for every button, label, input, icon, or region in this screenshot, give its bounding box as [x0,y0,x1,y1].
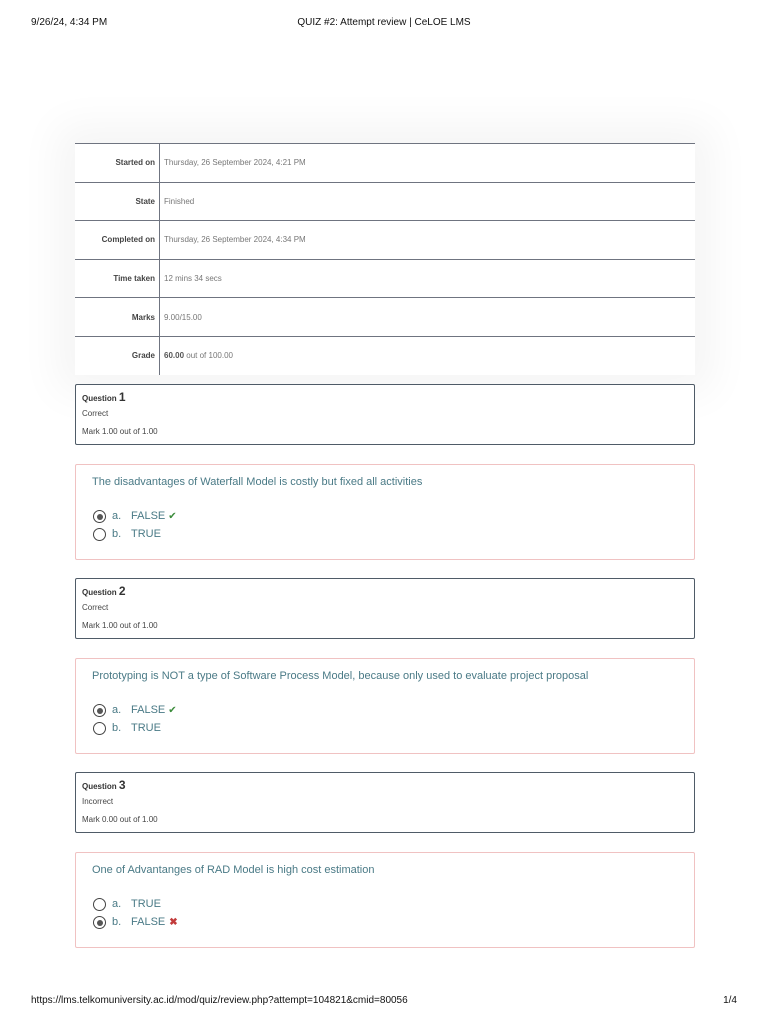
summary-label: Completed on [75,221,160,260]
question-state: Correct [82,409,109,418]
answer-text: FALSE [131,704,166,716]
radio-button[interactable] [93,722,106,735]
summary-label: Grade [75,336,160,374]
summary-label: Time taken [75,259,160,298]
summary-label: Started on [75,144,160,183]
answer-text: FALSE [131,510,166,522]
summary-row-grade [75,336,695,374]
summary-row-completed [75,221,695,260]
summary-value: Thursday, 26 September 2024, 4:34 PM [160,221,696,260]
summary-value: Thursday, 26 September 2024, 4:21 PM [160,144,696,183]
question-text: The disadvantages of Waterfall Model is costly but fixed all activities [92,476,423,488]
page-number: 1/4 [723,995,737,1006]
question-info-3 [75,772,695,833]
summary-value [160,336,696,374]
radio-button[interactable] [93,898,106,911]
check-icon: ✔ [168,705,177,716]
question-info-1 [75,384,695,445]
answer-letter: b. [112,722,122,734]
attempt-summary [75,143,695,375]
question-content-2 [75,658,695,754]
summary-row-time-taken [75,259,695,298]
question-content-3 [75,852,695,948]
print-url: https://lms.telkomuniversity.ac.id/mod/quiz/review.php?attempt=104821&cmid=80056 [31,995,408,1006]
print-datetime: 9/26/24, 4:34 PM [31,17,108,28]
question-text: One of Advantanges of RAD Model is high cost estimation [92,864,375,876]
question-state: Correct [82,603,109,612]
summary-value: 12 mins 34 secs [160,259,696,298]
question-grade: Mark 0.00 out of 1.00 [82,815,158,824]
summary-row-state [75,182,695,221]
radio-button[interactable] [93,528,106,541]
question-number-value: 3 [118,778,126,792]
question-info-2 [75,578,695,639]
summary-value: 9.00/15.00 [160,298,696,337]
attempt-summary-table [75,143,695,375]
question-content-1 [75,464,695,560]
question-number-value: 2 [118,584,126,598]
question-prefix: Question [82,588,117,597]
grade-out-of: out of 100.00 [186,351,233,361]
question-prefix: Question [82,782,117,791]
radio-button[interactable] [93,510,106,523]
answer-letter: b. [112,916,122,928]
summary-label: Marks [75,298,160,337]
answer-letter: a. [112,510,122,522]
check-icon: ✔ [168,511,177,522]
question-number [82,390,126,404]
question-grade: Mark 1.00 out of 1.00 [82,621,158,630]
summary-label: State [75,182,160,221]
page-title: QUIZ #2: Attempt review | CeLOE LMS [297,17,471,28]
summary-value: Finished [160,182,696,221]
radio-button[interactable] [93,704,106,717]
question-text: Prototyping is NOT a type of Software Process Model, because only used to evaluate project proposal [92,670,589,682]
question-prefix: Question [82,394,117,403]
radio-button[interactable] [93,916,106,929]
question-grade: Mark 1.00 out of 1.00 [82,427,158,436]
question-number [82,584,126,598]
summary-row-started [75,144,695,183]
answer-letter: a. [112,898,122,910]
answer-text: TRUE [131,898,161,910]
question-number [82,778,126,792]
answer-letter: b. [112,528,122,540]
summary-row-marks [75,298,695,337]
question-state: Incorrect [82,797,114,806]
grade-value: 60.00 [164,351,185,361]
answer-letter: a. [112,704,122,716]
answer-text: TRUE [131,722,161,734]
answer-text: FALSE [131,916,166,928]
answer-text: TRUE [131,528,161,540]
cross-icon: ✖ [169,917,178,928]
question-number-value: 1 [118,390,126,404]
